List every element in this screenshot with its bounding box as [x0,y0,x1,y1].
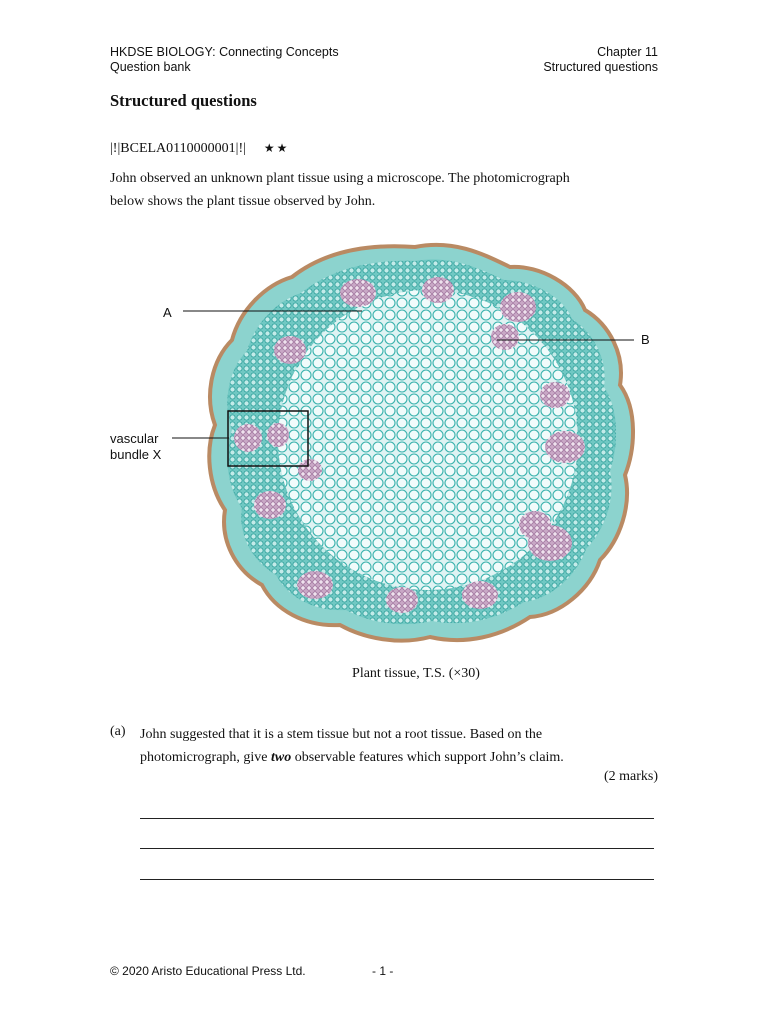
header-book-title: HKDSE BIOLOGY: Connecting Concepts [110,45,339,59]
footer-copyright: © 2020 Aristo Educational Press Ltd. [110,964,306,978]
part-a-line-2-end: observable features which support John’s claim. [291,749,564,765]
label-vascular-bundle-x [110,431,161,463]
footer-page-number: - 1 - [372,964,394,978]
header-section: Question bank [110,60,191,74]
answer-line-2[interactable] [140,848,654,849]
part-a-line-2-start: photomicrograph, give [140,749,272,765]
question-id: |!|BCELA0110000001|!| [110,141,246,156]
answer-line-3[interactable] [140,879,654,880]
label-x-line-1: vascular [110,431,159,446]
part-a-text [140,724,660,769]
header-chapter: Chapter 11 [597,45,658,59]
figure-caption: Plant tissue, T.S. (×30) [352,666,480,681]
part-a-emphasis: two [271,749,292,765]
label-a: A [163,305,172,320]
difficulty-stars: ★★ [263,141,290,155]
answer-line-1[interactable] [140,818,654,819]
section-title: Structured questions [110,91,257,110]
part-a-marks: (2 marks) [603,769,658,784]
label-x-line-2: bundle X [110,447,162,462]
part-a-line-1: John suggested that it is a stem tissue but not a root tissue. Based on the [140,727,543,742]
intro-line-2: below shows the plant tissue observed by John. [110,193,376,209]
part-a-label: (a) [110,724,126,739]
intro-line-1: John observed an unknown plant tissue using a microscope. The photomicrograph [110,171,570,186]
part-a-line-2 [140,747,660,770]
label-b: B [641,332,650,347]
header-question-type: Structured questions [543,60,658,74]
